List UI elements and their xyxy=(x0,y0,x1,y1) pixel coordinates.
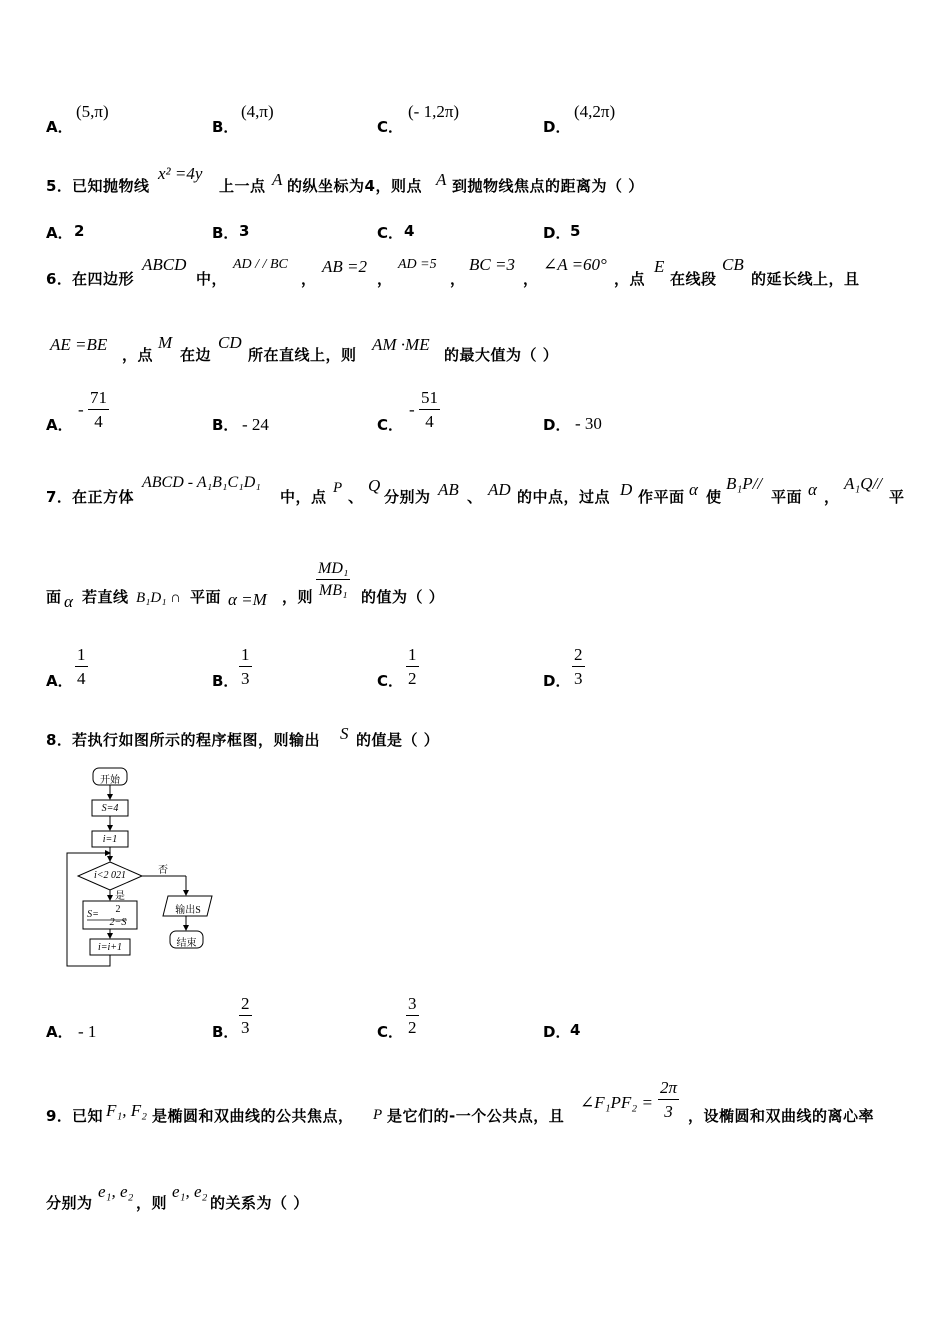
fraction xyxy=(406,645,419,689)
question-text: 平面 xyxy=(190,588,222,606)
option-label: C． xyxy=(377,416,404,434)
question-text: 平 xyxy=(889,488,905,506)
math-expr: F₁, F₂ xyxy=(106,1101,148,1120)
question-text: ，则 xyxy=(282,588,314,606)
math-expr: AE =BE xyxy=(50,335,108,354)
fraction-denominator: 2 xyxy=(408,1018,417,1037)
question-text: 分别为 xyxy=(384,488,431,506)
math-expr: ABCD - A₁B₁C₁D₁ xyxy=(142,474,261,491)
option-label: B． xyxy=(212,416,239,434)
option-label: D． xyxy=(543,118,571,136)
fraction-denominator: 3 xyxy=(664,1102,673,1121)
flow-end-label: 结束 xyxy=(176,938,197,949)
question-text: 平面 xyxy=(771,488,803,506)
math-expr: AB xyxy=(438,480,459,499)
fraction-denominator: 3 xyxy=(241,669,250,688)
minus-sign: - xyxy=(78,400,84,419)
option-label: B． xyxy=(212,118,239,136)
math-expr: e₁, e₂ xyxy=(98,1182,134,1201)
math-expr: S xyxy=(340,724,349,743)
option-label: C． xyxy=(377,224,404,242)
math-expr: AD / / BC xyxy=(233,257,288,272)
question-text: 的关系为（ ） xyxy=(210,1194,309,1212)
math-expr: ∠F₁PF₂ = xyxy=(580,1093,653,1112)
flow-output-label: 输出S xyxy=(175,905,201,916)
fraction-numerator: 1 xyxy=(406,645,419,667)
question-text: 在边 xyxy=(180,346,212,364)
question-number: 6． xyxy=(46,270,73,288)
math-expr: Q xyxy=(368,476,381,495)
option-label: C． xyxy=(377,672,404,690)
fraction-numerator: 71 xyxy=(88,388,109,410)
option-value: 5 xyxy=(570,222,581,240)
question-text: 、 xyxy=(467,488,483,506)
option-label: D． xyxy=(543,224,571,242)
flow-assign-lhs: S= xyxy=(87,909,99,920)
question-text: 若直线 xyxy=(82,588,129,606)
option-label: B． xyxy=(212,672,239,690)
math-expr: A xyxy=(272,170,283,189)
math-expr: AB =2 xyxy=(322,257,367,276)
question-text: 分别为 xyxy=(46,1194,93,1212)
fraction xyxy=(88,388,109,432)
question-text: 中，点 xyxy=(280,488,327,506)
math-expr: e₁, e₂ xyxy=(172,1182,208,1201)
fraction xyxy=(75,645,88,689)
flow-condition-label: i<2 021 xyxy=(93,870,127,881)
separator: ， xyxy=(377,270,393,288)
math-expr: B₁P// xyxy=(726,474,763,493)
option-label: C． xyxy=(377,118,404,136)
option-value: 4 xyxy=(404,222,415,240)
fraction-numerator: 51 xyxy=(419,388,440,410)
question-text: 在四边形 xyxy=(72,270,135,288)
math-expr: CB xyxy=(722,255,744,274)
question-text: ，点 xyxy=(122,346,154,364)
option-label: B． xyxy=(212,1023,239,1041)
math-expr: M xyxy=(158,333,173,352)
option-value: (- 1,2π) xyxy=(408,102,460,121)
fraction-denominator: 3 xyxy=(574,669,583,688)
flowchart xyxy=(60,762,230,974)
separator: ， xyxy=(523,270,539,288)
option-value: 3 xyxy=(239,222,250,240)
question-text: 、 xyxy=(348,488,364,506)
fraction-denominator: 2 xyxy=(408,669,417,688)
math-expr: A₁Q// xyxy=(844,474,883,493)
flow-no-label: 否 xyxy=(158,865,168,876)
fraction xyxy=(658,1078,679,1122)
question-text: ，点 xyxy=(614,270,646,288)
question-text: 的值为（ ） xyxy=(361,588,445,606)
question-text: 是它们的-一个公共点，且 xyxy=(387,1107,565,1125)
option-value: - 24 xyxy=(242,415,269,434)
separator: ， xyxy=(301,270,317,288)
option-label: D． xyxy=(543,416,571,434)
option-value: 2 xyxy=(74,222,85,240)
fraction xyxy=(239,994,252,1038)
fraction-numerator: 2 xyxy=(572,645,585,667)
option-label: D． xyxy=(543,1023,571,1041)
math-expr: E xyxy=(654,257,665,276)
math-expr: B₁D₁ ∩ xyxy=(136,590,182,606)
math-expr: P xyxy=(373,1107,383,1123)
question-text: 若执行如图所示的程序框图，则输出 xyxy=(72,731,321,749)
math-expr: A xyxy=(436,170,447,189)
fraction-numerator: 3 xyxy=(406,994,419,1016)
flow-assign-num: 2 xyxy=(115,904,121,915)
fraction-numerator: MD₁ xyxy=(316,560,350,580)
flow-start-label: 开始 xyxy=(100,775,120,786)
math-expr: ABCD xyxy=(142,255,187,274)
question-text: 使 xyxy=(706,488,722,506)
option-value: (4,π) xyxy=(241,102,274,121)
option-label: C． xyxy=(377,1023,404,1041)
fraction-denominator: 4 xyxy=(94,412,103,431)
question-text: 在线段 xyxy=(670,270,717,288)
fraction-numerator: 1 xyxy=(239,645,252,667)
fraction xyxy=(316,560,350,600)
math-expr: α xyxy=(808,480,817,499)
option-label: A． xyxy=(46,416,73,434)
math-expr: AD =5 xyxy=(398,257,437,272)
question-text: 的中点，过点 xyxy=(517,488,611,506)
option-label: A． xyxy=(46,224,73,242)
minus-sign: - xyxy=(409,400,415,419)
question-number: 8． xyxy=(46,731,73,749)
fraction xyxy=(572,645,585,689)
math-expr: BC =3 xyxy=(469,255,515,274)
question-text: 已知 xyxy=(72,1107,104,1125)
question-number: 9． xyxy=(46,1107,73,1125)
option-label: A． xyxy=(46,118,73,136)
fraction-numerator: 2π xyxy=(658,1078,679,1100)
question-text: 的纵坐标为4，则点 xyxy=(287,177,422,195)
flow-incr-label: i=i+1 xyxy=(97,942,123,953)
math-expr: P xyxy=(333,480,343,496)
option-value: - 1 xyxy=(78,1022,97,1041)
option-value: (4,2π) xyxy=(574,102,616,121)
math-expr: ∠A =60° xyxy=(543,255,607,274)
option-label: A． xyxy=(46,672,73,690)
math-expr: AM ·ME xyxy=(372,335,430,354)
math-expr: CD xyxy=(218,333,242,352)
question-text: 是椭圆和双曲线的公共焦点， xyxy=(152,1107,354,1125)
option-value: - 30 xyxy=(575,414,602,433)
fraction xyxy=(239,645,252,689)
question-number: 5． xyxy=(46,177,73,195)
question-text: 作平面 xyxy=(638,488,685,506)
flow-init-s-label: S=4 xyxy=(101,803,119,814)
option-label: B． xyxy=(212,224,239,242)
option-value: 4 xyxy=(570,1021,581,1039)
question-number: 7． xyxy=(46,488,73,506)
math-expr: α xyxy=(64,592,73,611)
fraction xyxy=(419,388,440,432)
option-label: D． xyxy=(543,672,571,690)
question-text: 中， xyxy=(196,270,228,288)
flow-assign-den: 2−S xyxy=(109,917,127,928)
question-text: 在正方体 xyxy=(72,488,135,506)
question-text: 面 xyxy=(46,588,62,606)
question-text: 的值是（ ） xyxy=(356,731,440,749)
question-text: 所在直线上，则 xyxy=(248,346,357,364)
question-text: 的延长线上，且 xyxy=(751,270,860,288)
question-text: 已知抛物线 xyxy=(72,177,150,195)
question-text: ，设椭圆和双曲线的离心率 xyxy=(688,1107,875,1125)
fraction-numerator: 1 xyxy=(75,645,88,667)
math-expr: D xyxy=(620,480,633,499)
question-text: ， xyxy=(824,488,840,506)
question-text: 的最大值为（ ） xyxy=(444,346,559,364)
fraction-denominator: 4 xyxy=(425,412,434,431)
question-text: 到抛物线焦点的距离为（ ） xyxy=(452,177,644,195)
option-label: A． xyxy=(46,1023,73,1041)
question-text: 上一点 xyxy=(219,177,266,195)
math-expr: AD xyxy=(488,480,511,499)
option-value: (5,π) xyxy=(76,102,109,121)
math-expr: x² =4y xyxy=(158,164,203,183)
question-text: ，则 xyxy=(136,1194,168,1212)
fraction xyxy=(406,994,419,1038)
fraction-denominator: MB₁ xyxy=(318,582,348,599)
fraction-numerator: 2 xyxy=(239,994,252,1016)
fraction-denominator: 4 xyxy=(77,669,86,688)
flow-init-i-label: i=1 xyxy=(102,834,118,845)
fraction-denominator: 3 xyxy=(241,1018,250,1037)
math-expr: α xyxy=(689,480,698,499)
math-expr: α =M xyxy=(228,590,267,609)
separator: ， xyxy=(450,270,466,288)
flow-yes-label: 是 xyxy=(115,891,125,902)
